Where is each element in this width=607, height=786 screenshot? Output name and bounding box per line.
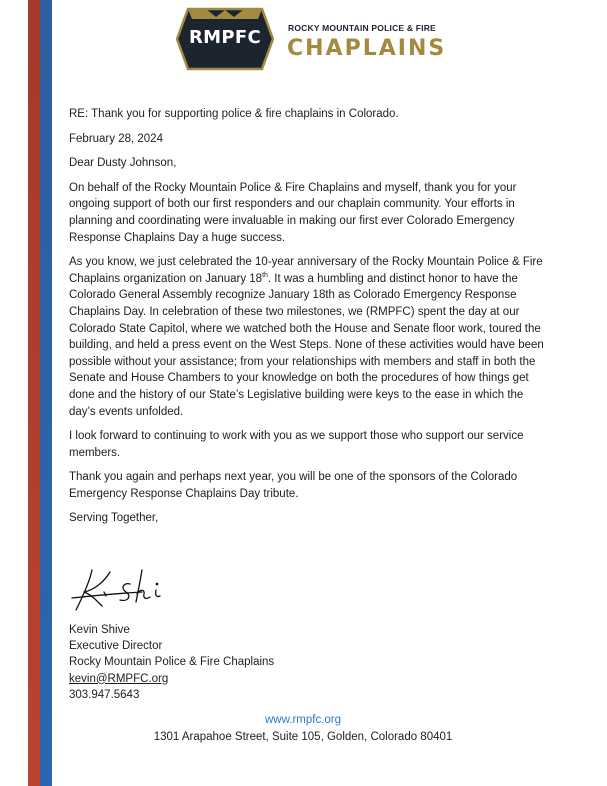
side-stripe-red [28, 0, 40, 786]
email-link[interactable]: kevin@RMPFC.org [69, 672, 169, 685]
side-stripe-blue [40, 0, 52, 786]
paragraph-1: On behalf of the Rocky Mountain Police & Fire Chaplains and myself, thank you for your ongoing support of both our first responders and our chaplain community. Your efforts in planning and coordinating were invaluable in making our first ever Colorado Emergency Response Chaplains Day a huge success. [69, 181, 517, 244]
signer-org: Rocky Mountain Police & Fire Chaplains [69, 656, 275, 669]
paragraph-2 [69, 254, 549, 420]
closing: Serving Together, [69, 512, 159, 525]
ordinal-suffix: th [262, 271, 268, 279]
letter-date: February 28, 2024 [69, 132, 163, 145]
side-stripe [28, 0, 52, 786]
footer-address: 1301 Arapahoe Street, Suite 105, Golden, Colorado 80401 [153, 731, 453, 743]
signer-title: Executive Director [69, 640, 163, 653]
org-name-chaplains: CHAPLAINS [287, 36, 447, 61]
paragraph-3: I look forward to continuing to work with you as we support those who support our service members. [69, 430, 524, 459]
website-link[interactable]: www.rmpfc.org [264, 714, 342, 726]
footer [60, 712, 546, 746]
signer-name: Kevin Shive [69, 624, 130, 636]
paragraph-2-rest: . It was a humbling and distinct honor to have the Colorado General Assembly recognize January 18th as Colorado Emergency Response Chaplains Day. In celebration of these two milestones, we (RMPFC) spent the day at our Colorado State Capitol, where we watched both the House and Senate floor work, toured the building, and held a press event on the West Steps. None of these activities would have been possible without your assistance; from your relationships with members and staff in both the Senate and House Chambers to your knowledge on both the procedures of how things get done and the history of our State’s Legislative building were keys to the ease in which the day’s events unfolded. [69, 272, 544, 418]
signature-block [69, 622, 369, 703]
salutation: Dear Dusty Johnson, [69, 157, 177, 170]
letterhead [176, 7, 447, 71]
org-name-small: ROCKY MOUNTAIN POLICE & FIRE [288, 23, 436, 33]
badge-text: RMPFC [189, 27, 261, 48]
re-line: RE: Thank you for supporting police & fire chaplains in Colorado. [69, 108, 399, 120]
paragraph-4: Thank you again and perhaps next year, you will be one of the sponsors of the Colorado Emergency Response Chaplains Day tribute. [69, 471, 518, 500]
signer-phone: 303.947.5643 [69, 688, 140, 701]
letter-body [69, 106, 549, 535]
paragraph-2-start: As you know, we just celebrated the 10-year anniversary of the Rocky Mountain Police & Fire Chaplains organization on January 18 [69, 256, 543, 285]
handwritten-signature [70, 562, 180, 616]
